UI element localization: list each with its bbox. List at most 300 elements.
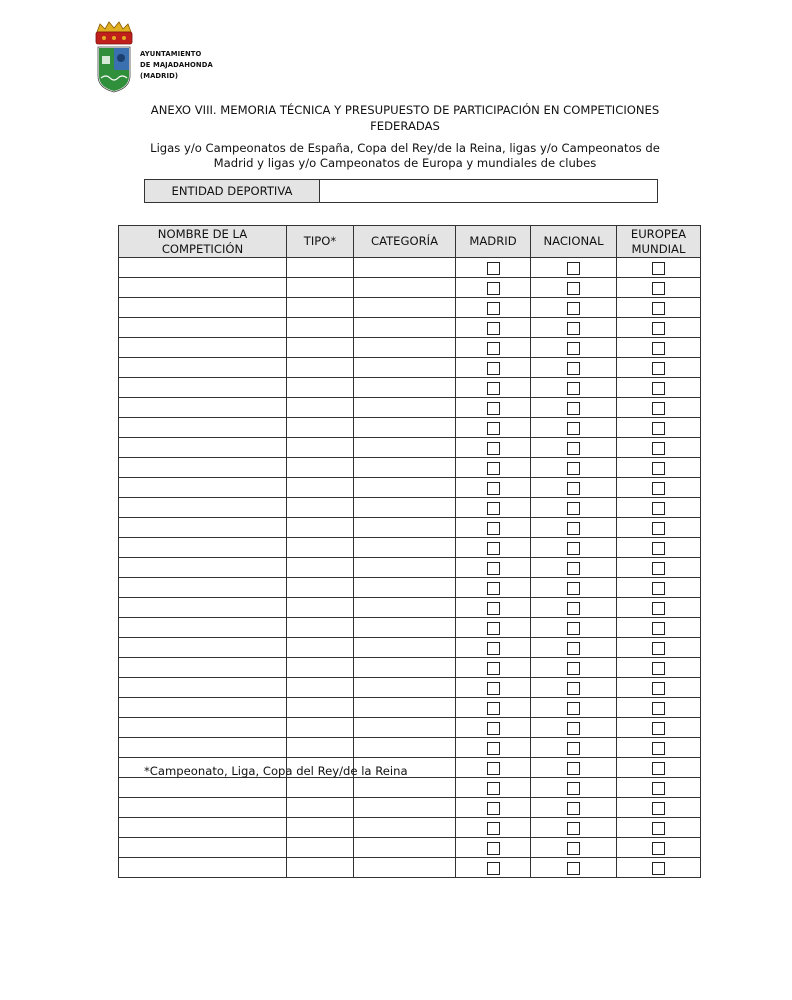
europe-checkbox-icon[interactable] bbox=[652, 502, 665, 515]
cell-national bbox=[531, 858, 617, 878]
table-row bbox=[119, 618, 701, 638]
national-checkbox-icon[interactable] bbox=[567, 422, 580, 435]
table-row bbox=[119, 598, 701, 618]
madrid-checkbox-icon[interactable] bbox=[487, 822, 500, 835]
table-row bbox=[119, 698, 701, 718]
col-header-europe bbox=[617, 226, 701, 258]
cell-category[interactable] bbox=[354, 478, 456, 498]
cell-name[interactable] bbox=[119, 298, 287, 318]
entity-input[interactable] bbox=[320, 180, 658, 203]
national-checkbox-icon[interactable] bbox=[567, 682, 580, 695]
cell-category[interactable] bbox=[354, 438, 456, 458]
cell-madrid bbox=[456, 798, 531, 818]
europe-checkbox-icon[interactable] bbox=[652, 802, 665, 815]
cell-category[interactable] bbox=[354, 778, 456, 798]
cell-category[interactable] bbox=[354, 338, 456, 358]
madrid-checkbox-icon[interactable] bbox=[487, 462, 500, 475]
madrid-checkbox-icon[interactable] bbox=[487, 422, 500, 435]
cell-type[interactable] bbox=[287, 578, 354, 598]
madrid-checkbox-icon[interactable] bbox=[487, 362, 500, 375]
cell-europe bbox=[617, 758, 701, 778]
europe-checkbox-icon[interactable] bbox=[652, 322, 665, 335]
national-checkbox-icon[interactable] bbox=[567, 442, 580, 455]
table-body bbox=[119, 258, 701, 878]
europe-checkbox-icon[interactable] bbox=[652, 382, 665, 395]
cell-national bbox=[531, 258, 617, 278]
national-checkbox-icon[interactable] bbox=[567, 782, 580, 795]
cell-madrid bbox=[456, 518, 531, 538]
cell-type[interactable] bbox=[287, 858, 354, 878]
cell-national bbox=[531, 418, 617, 438]
cell-madrid bbox=[456, 778, 531, 798]
col-header-name bbox=[119, 226, 287, 258]
madrid-checkbox-icon[interactable] bbox=[487, 862, 500, 875]
cell-europe bbox=[617, 738, 701, 758]
cell-name[interactable] bbox=[119, 618, 287, 638]
national-checkbox-icon[interactable] bbox=[567, 662, 580, 675]
cell-category[interactable] bbox=[354, 298, 456, 318]
national-checkbox-icon[interactable] bbox=[567, 302, 580, 315]
madrid-checkbox-icon[interactable] bbox=[487, 682, 500, 695]
europe-checkbox-icon[interactable] bbox=[652, 362, 665, 375]
cell-category[interactable] bbox=[354, 638, 456, 658]
cell-name[interactable] bbox=[119, 638, 287, 658]
europe-checkbox-icon[interactable] bbox=[652, 622, 665, 635]
national-checkbox-icon[interactable] bbox=[567, 742, 580, 755]
cell-category[interactable] bbox=[354, 458, 456, 478]
madrid-checkbox-icon[interactable] bbox=[487, 582, 500, 595]
national-checkbox-icon[interactable] bbox=[567, 542, 580, 555]
footnote: *Campeonato, Liga, Copa del Rey/de la Reina bbox=[144, 764, 408, 778]
europe-checkbox-icon[interactable] bbox=[652, 822, 665, 835]
madrid-checkbox-icon[interactable] bbox=[487, 302, 500, 315]
cell-europe bbox=[617, 798, 701, 818]
cell-type[interactable] bbox=[287, 418, 354, 438]
cell-madrid bbox=[456, 438, 531, 458]
national-checkbox-icon[interactable] bbox=[567, 702, 580, 715]
cell-national bbox=[531, 718, 617, 738]
entity-label: ENTIDAD DEPORTIVA bbox=[145, 180, 320, 203]
cell-europe bbox=[617, 278, 701, 298]
madrid-checkbox-icon[interactable] bbox=[487, 642, 500, 655]
madrid-checkbox-icon[interactable] bbox=[487, 702, 500, 715]
cell-national bbox=[531, 498, 617, 518]
table-row bbox=[119, 498, 701, 518]
cell-europe bbox=[617, 258, 701, 278]
national-checkbox-icon[interactable] bbox=[567, 862, 580, 875]
cell-category[interactable] bbox=[354, 578, 456, 598]
cell-europe bbox=[617, 658, 701, 678]
cell-national bbox=[531, 658, 617, 678]
madrid-checkbox-icon[interactable] bbox=[487, 442, 500, 455]
cell-category[interactable] bbox=[354, 418, 456, 438]
cell-madrid bbox=[456, 358, 531, 378]
national-checkbox-icon[interactable] bbox=[567, 602, 580, 615]
cell-madrid bbox=[456, 258, 531, 278]
national-checkbox-icon[interactable] bbox=[567, 322, 580, 335]
madrid-checkbox-icon[interactable] bbox=[487, 802, 500, 815]
cell-category[interactable] bbox=[354, 618, 456, 638]
cell-type[interactable] bbox=[287, 298, 354, 318]
europe-checkbox-icon[interactable] bbox=[652, 582, 665, 595]
table-row bbox=[119, 518, 701, 538]
cell-name[interactable] bbox=[119, 578, 287, 598]
cell-national bbox=[531, 778, 617, 798]
national-checkbox-icon[interactable] bbox=[567, 482, 580, 495]
cell-type[interactable] bbox=[287, 478, 354, 498]
europe-checkbox-icon[interactable] bbox=[652, 422, 665, 435]
table-row bbox=[119, 418, 701, 438]
cell-category[interactable] bbox=[354, 678, 456, 698]
europe-checkbox-icon[interactable] bbox=[652, 522, 665, 535]
national-checkbox-icon[interactable] bbox=[567, 262, 580, 275]
cell-national bbox=[531, 438, 617, 458]
national-checkbox-icon[interactable] bbox=[567, 802, 580, 815]
cell-europe bbox=[617, 378, 701, 398]
cell-type[interactable] bbox=[287, 258, 354, 278]
cell-type[interactable] bbox=[287, 798, 354, 818]
cell-name[interactable] bbox=[119, 778, 287, 798]
europe-checkbox-icon[interactable] bbox=[652, 862, 665, 875]
cell-national bbox=[531, 478, 617, 498]
cell-europe bbox=[617, 518, 701, 538]
madrid-checkbox-icon[interactable] bbox=[487, 282, 500, 295]
europe-checkbox-icon[interactable] bbox=[652, 722, 665, 735]
cell-europe bbox=[617, 778, 701, 798]
cell-name[interactable] bbox=[119, 518, 287, 538]
europe-checkbox-icon[interactable] bbox=[652, 282, 665, 295]
cell-madrid bbox=[456, 478, 531, 498]
org-line-3: (MADRID) bbox=[140, 72, 179, 80]
cell-type[interactable] bbox=[287, 318, 354, 338]
cell-madrid bbox=[456, 838, 531, 858]
cell-name[interactable] bbox=[119, 438, 287, 458]
table-row bbox=[119, 298, 701, 318]
europe-checkbox-icon[interactable] bbox=[652, 482, 665, 495]
col-header-europe-line1: EUROPEA bbox=[630, 226, 687, 241]
cell-national bbox=[531, 398, 617, 418]
document-title: ANEXO VIII. MEMORIA TÉCNICA Y PRESUPUESTO DE PARTICIPACIÓN EN COMPETICIONES FEDERADAS bbox=[150, 103, 660, 133]
madrid-checkbox-icon[interactable] bbox=[487, 662, 500, 675]
cell-madrid bbox=[456, 298, 531, 318]
cell-europe bbox=[617, 578, 701, 598]
cell-name[interactable] bbox=[119, 838, 287, 858]
cell-category[interactable] bbox=[354, 358, 456, 378]
europe-checkbox-icon[interactable] bbox=[652, 442, 665, 455]
cell-name[interactable] bbox=[119, 598, 287, 618]
madrid-checkbox-icon[interactable] bbox=[487, 542, 500, 555]
cell-type[interactable] bbox=[287, 458, 354, 478]
cell-name[interactable] bbox=[119, 278, 287, 298]
cell-category[interactable] bbox=[354, 378, 456, 398]
cell-type[interactable] bbox=[287, 498, 354, 518]
cell-national bbox=[531, 738, 617, 758]
cell-type[interactable] bbox=[287, 838, 354, 858]
cell-category[interactable] bbox=[354, 838, 456, 858]
cell-name[interactable] bbox=[119, 698, 287, 718]
cell-national bbox=[531, 558, 617, 578]
europe-checkbox-icon[interactable] bbox=[652, 762, 665, 775]
cell-name[interactable] bbox=[119, 478, 287, 498]
cell-name[interactable] bbox=[119, 258, 287, 278]
cell-name[interactable] bbox=[119, 658, 287, 678]
cell-name[interactable] bbox=[119, 718, 287, 738]
cell-category[interactable] bbox=[354, 698, 456, 718]
cell-madrid bbox=[456, 398, 531, 418]
cell-europe bbox=[617, 338, 701, 358]
cell-europe bbox=[617, 838, 701, 858]
cell-name[interactable] bbox=[119, 318, 287, 338]
national-checkbox-icon[interactable] bbox=[567, 722, 580, 735]
cell-name[interactable] bbox=[119, 458, 287, 478]
cell-madrid bbox=[456, 738, 531, 758]
national-checkbox-icon[interactable] bbox=[567, 402, 580, 415]
cell-type[interactable] bbox=[287, 598, 354, 618]
national-checkbox-icon[interactable] bbox=[567, 362, 580, 375]
cell-name[interactable] bbox=[119, 358, 287, 378]
cell-category[interactable] bbox=[354, 798, 456, 818]
europe-checkbox-icon[interactable] bbox=[652, 262, 665, 275]
cell-type[interactable] bbox=[287, 518, 354, 538]
europe-checkbox-icon[interactable] bbox=[652, 662, 665, 675]
cell-name[interactable] bbox=[119, 398, 287, 418]
cell-national bbox=[531, 518, 617, 538]
cell-national bbox=[531, 818, 617, 838]
table-row bbox=[119, 658, 701, 678]
table-row bbox=[119, 358, 701, 378]
national-checkbox-icon[interactable] bbox=[567, 282, 580, 295]
cell-name[interactable] bbox=[119, 418, 287, 438]
cell-category[interactable] bbox=[354, 278, 456, 298]
cell-category[interactable] bbox=[354, 538, 456, 558]
cell-europe bbox=[617, 458, 701, 478]
madrid-checkbox-icon[interactable] bbox=[487, 382, 500, 395]
cell-name[interactable] bbox=[119, 538, 287, 558]
madrid-checkbox-icon[interactable] bbox=[487, 522, 500, 535]
cell-type[interactable] bbox=[287, 618, 354, 638]
cell-category[interactable] bbox=[354, 518, 456, 538]
madrid-checkbox-icon[interactable] bbox=[487, 842, 500, 855]
cell-category[interactable] bbox=[354, 818, 456, 838]
madrid-checkbox-icon[interactable] bbox=[487, 502, 500, 515]
table-row bbox=[119, 838, 701, 858]
madrid-checkbox-icon[interactable] bbox=[487, 342, 500, 355]
europe-checkbox-icon[interactable] bbox=[652, 402, 665, 415]
cell-national bbox=[531, 578, 617, 598]
europe-checkbox-icon[interactable] bbox=[652, 562, 665, 575]
national-checkbox-icon[interactable] bbox=[567, 342, 580, 355]
national-checkbox-icon[interactable] bbox=[567, 762, 580, 775]
cell-madrid bbox=[456, 458, 531, 478]
table-row bbox=[119, 538, 701, 558]
cell-type[interactable] bbox=[287, 638, 354, 658]
table-row bbox=[119, 278, 701, 298]
col-header-europe-line2: MUNDIAL bbox=[631, 241, 686, 256]
cell-madrid bbox=[456, 578, 531, 598]
cell-type[interactable] bbox=[287, 738, 354, 758]
madrid-checkbox-icon[interactable] bbox=[487, 482, 500, 495]
cell-europe bbox=[617, 638, 701, 658]
cell-name[interactable] bbox=[119, 338, 287, 358]
org-line-1: AYUNTAMIENTO bbox=[140, 50, 202, 58]
national-checkbox-icon[interactable] bbox=[567, 382, 580, 395]
cell-type[interactable] bbox=[287, 678, 354, 698]
cell-name[interactable] bbox=[119, 378, 287, 398]
table-row bbox=[119, 318, 701, 338]
cell-category[interactable] bbox=[354, 258, 456, 278]
madrid-checkbox-icon[interactable] bbox=[487, 322, 500, 335]
col-header-category: CATEGORÍA bbox=[354, 226, 456, 258]
cell-category[interactable] bbox=[354, 598, 456, 618]
madrid-checkbox-icon[interactable] bbox=[487, 262, 500, 275]
cell-name[interactable] bbox=[119, 558, 287, 578]
national-checkbox-icon[interactable] bbox=[567, 822, 580, 835]
cell-madrid bbox=[456, 678, 531, 698]
cell-type[interactable] bbox=[287, 358, 354, 378]
national-checkbox-icon[interactable] bbox=[567, 462, 580, 475]
competitions-table bbox=[118, 225, 701, 878]
cell-national bbox=[531, 618, 617, 638]
europe-checkbox-icon[interactable] bbox=[652, 342, 665, 355]
cell-national bbox=[531, 338, 617, 358]
europe-checkbox-icon[interactable] bbox=[652, 642, 665, 655]
madrid-checkbox-icon[interactable] bbox=[487, 722, 500, 735]
cell-type[interactable] bbox=[287, 658, 354, 678]
cell-europe bbox=[617, 818, 701, 838]
europe-checkbox-icon[interactable] bbox=[652, 842, 665, 855]
table-row bbox=[119, 638, 701, 658]
cell-name[interactable] bbox=[119, 858, 287, 878]
cell-name[interactable] bbox=[119, 678, 287, 698]
cell-name[interactable] bbox=[119, 498, 287, 518]
cell-category[interactable] bbox=[354, 738, 456, 758]
cell-type[interactable] bbox=[287, 818, 354, 838]
cell-type[interactable] bbox=[287, 438, 354, 458]
cell-europe bbox=[617, 498, 701, 518]
cell-type[interactable] bbox=[287, 718, 354, 738]
europe-checkbox-icon[interactable] bbox=[652, 542, 665, 555]
madrid-checkbox-icon[interactable] bbox=[487, 742, 500, 755]
cell-europe bbox=[617, 538, 701, 558]
europe-checkbox-icon[interactable] bbox=[652, 602, 665, 615]
cell-category[interactable] bbox=[354, 498, 456, 518]
organization-name bbox=[140, 49, 213, 82]
cell-type[interactable] bbox=[287, 278, 354, 298]
cell-name[interactable] bbox=[119, 798, 287, 818]
cell-europe bbox=[617, 718, 701, 738]
national-checkbox-icon[interactable] bbox=[567, 522, 580, 535]
cell-europe bbox=[617, 618, 701, 638]
cell-category[interactable] bbox=[354, 318, 456, 338]
cell-madrid bbox=[456, 698, 531, 718]
table-row bbox=[119, 578, 701, 598]
cell-europe bbox=[617, 358, 701, 378]
national-checkbox-icon[interactable] bbox=[567, 562, 580, 575]
madrid-checkbox-icon[interactable] bbox=[487, 622, 500, 635]
cell-name[interactable] bbox=[119, 818, 287, 838]
cell-name[interactable] bbox=[119, 738, 287, 758]
national-checkbox-icon[interactable] bbox=[567, 842, 580, 855]
cell-national bbox=[531, 698, 617, 718]
table-header-row bbox=[119, 226, 701, 258]
cell-madrid bbox=[456, 318, 531, 338]
cell-category[interactable] bbox=[354, 398, 456, 418]
col-header-madrid: MADRID bbox=[456, 226, 531, 258]
madrid-checkbox-icon[interactable] bbox=[487, 782, 500, 795]
national-checkbox-icon[interactable] bbox=[567, 582, 580, 595]
europe-checkbox-icon[interactable] bbox=[652, 682, 665, 695]
europe-checkbox-icon[interactable] bbox=[652, 782, 665, 795]
cell-madrid bbox=[456, 858, 531, 878]
cell-europe bbox=[617, 698, 701, 718]
cell-type[interactable] bbox=[287, 538, 354, 558]
cell-europe bbox=[617, 598, 701, 618]
europe-checkbox-icon[interactable] bbox=[652, 702, 665, 715]
cell-category[interactable] bbox=[354, 718, 456, 738]
cell-type[interactable] bbox=[287, 338, 354, 358]
cell-national bbox=[531, 378, 617, 398]
table-row bbox=[119, 738, 701, 758]
org-line-2: DE MAJADAHONDA bbox=[140, 61, 213, 69]
cell-type[interactable] bbox=[287, 378, 354, 398]
cell-europe bbox=[617, 418, 701, 438]
table-row bbox=[119, 398, 701, 418]
col-header-name-line1: NOMBRE DE LA bbox=[157, 226, 248, 241]
national-checkbox-icon[interactable] bbox=[567, 642, 580, 655]
cell-madrid bbox=[456, 598, 531, 618]
madrid-checkbox-icon[interactable] bbox=[487, 762, 500, 775]
cell-madrid bbox=[456, 418, 531, 438]
cell-europe bbox=[617, 678, 701, 698]
col-header-type: TIPO* bbox=[287, 226, 354, 258]
europe-checkbox-icon[interactable] bbox=[652, 462, 665, 475]
table-row bbox=[119, 858, 701, 878]
cell-national bbox=[531, 638, 617, 658]
madrid-checkbox-icon[interactable] bbox=[487, 602, 500, 615]
cell-europe bbox=[617, 298, 701, 318]
europe-checkbox-icon[interactable] bbox=[652, 742, 665, 755]
cell-type[interactable] bbox=[287, 698, 354, 718]
table-row bbox=[119, 438, 701, 458]
cell-national bbox=[531, 598, 617, 618]
col-header-national: NACIONAL bbox=[531, 226, 617, 258]
table-row bbox=[119, 718, 701, 738]
cell-category[interactable] bbox=[354, 658, 456, 678]
cell-category[interactable] bbox=[354, 858, 456, 878]
cell-type[interactable] bbox=[287, 398, 354, 418]
national-checkbox-icon[interactable] bbox=[567, 622, 580, 635]
cell-madrid bbox=[456, 338, 531, 358]
cell-national bbox=[531, 358, 617, 378]
cell-europe bbox=[617, 558, 701, 578]
cell-type[interactable] bbox=[287, 778, 354, 798]
europe-checkbox-icon[interactable] bbox=[652, 302, 665, 315]
cell-madrid bbox=[456, 658, 531, 678]
madrid-checkbox-icon[interactable] bbox=[487, 562, 500, 575]
cell-madrid bbox=[456, 538, 531, 558]
table-row bbox=[119, 338, 701, 358]
cell-europe bbox=[617, 398, 701, 418]
cell-madrid bbox=[456, 818, 531, 838]
table-row bbox=[119, 778, 701, 798]
entity-table bbox=[144, 179, 658, 203]
cell-type[interactable] bbox=[287, 558, 354, 578]
national-checkbox-icon[interactable] bbox=[567, 502, 580, 515]
cell-category[interactable] bbox=[354, 558, 456, 578]
madrid-checkbox-icon[interactable] bbox=[487, 402, 500, 415]
cell-madrid bbox=[456, 558, 531, 578]
cell-national bbox=[531, 298, 617, 318]
